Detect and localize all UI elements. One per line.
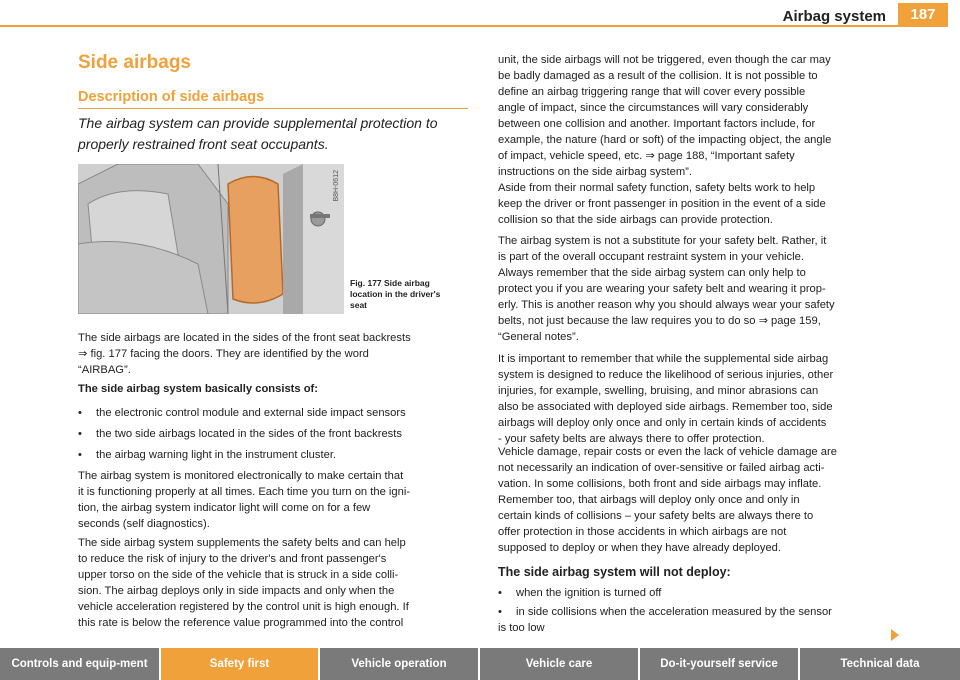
- text-line: “AIRBAG”.: [78, 364, 131, 376]
- text-line: system is designed to reduce the likelihood of serious injuries, other: [498, 369, 834, 381]
- tab-label: Do-it-yourself service: [660, 657, 778, 670]
- section-subtitle: Description of side airbags: [78, 89, 265, 105]
- list-item: • when the ignition is turned off: [498, 587, 662, 599]
- caption-line: seat: [350, 300, 368, 310]
- caption-line: Fig. 177 Side airbag: [350, 278, 430, 288]
- list-item-text: in side collisions when the acceleration measured by the sensor: [516, 606, 832, 618]
- text-line: it is functioning properly at all times. Each time you turn on the igni-: [78, 486, 411, 498]
- right-paragraph-3: [498, 233, 835, 345]
- text-line: injuries, for example, swelling, bruising, and minor abrasions can: [498, 385, 819, 397]
- left-paragraph-3: [78, 535, 409, 631]
- list-item-text: when the ignition is turned off: [516, 587, 662, 599]
- text-line: between one collision and another. Important factors include, for: [498, 118, 816, 130]
- right-paragraph-2: [498, 180, 826, 228]
- figure-caption: [350, 278, 460, 311]
- page-number: 187: [898, 3, 948, 27]
- text-line: upper torso on the side of the vehicle that is struck in a side colli-: [78, 569, 399, 581]
- text-line: not necessarily an indication of over-sensitive or failed airbag acti-: [498, 462, 825, 474]
- subheading-will-not-deploy: The side airbag system will not deploy:: [498, 565, 731, 579]
- text-line: offer protection in those accidents in which airbags are not: [498, 526, 787, 538]
- text-line: Remember too, that airbags will deploy only once and only in: [498, 494, 800, 506]
- text-line: keep the driver or front passenger in position in the event of a side: [498, 198, 826, 210]
- list-item-text: the two side airbags located in the sides of the front backrests: [96, 428, 402, 440]
- text-line: The side airbags are located in the sides of the front seat backrests: [78, 332, 411, 344]
- subtitle-rule: [78, 108, 468, 109]
- list-item: • the airbag warning light in the instrument cluster.: [78, 449, 337, 461]
- text-line: vehicle acceleration registered by the control unit is high enough. If: [78, 601, 409, 613]
- text-line: “General notes”.: [498, 331, 579, 343]
- tab-label: Controls and equip-ment: [11, 657, 148, 670]
- text-line: protect you if you are wearing your safety belt and wearing it prop-: [498, 283, 826, 295]
- text-line: is part of the overall occupant restraint system in your vehicle.: [498, 251, 804, 263]
- figure-code: B8H-0612: [333, 170, 340, 202]
- text-line: certain kinds of collisions – your safety belts are always there to: [498, 510, 814, 522]
- text-line: vation. In some collisions, both front and side airbags may inflate.: [498, 478, 822, 490]
- footer-nav: [0, 648, 960, 680]
- right-paragraph-1: [498, 52, 831, 180]
- tab-label: Safety first: [209, 657, 270, 670]
- text-line: erly. This is another reason why you should always wear your safety: [498, 299, 835, 311]
- seat-airbag-figure: [78, 164, 344, 314]
- list-item: • in side collisions when the acceleration measured by the sensor: [498, 606, 832, 618]
- list-heading: The side airbag system basically consists of:: [78, 383, 319, 395]
- text-line: Always remember that the side airbag system can only help to: [498, 267, 806, 279]
- left-paragraph-2: [78, 468, 410, 532]
- text-line: Vehicle damage, repair costs or even the lack of vehicle damage are: [498, 446, 837, 458]
- header-rule: [0, 25, 913, 27]
- text-line: Aside from their normal safety function, safety belts work to help: [498, 182, 816, 194]
- text-line: angle of impact, since the circumstances will vary considerably: [498, 102, 809, 114]
- text-line: The side airbag system supplements the safety belts and can help: [78, 537, 406, 549]
- text-line: define an airbag triggering range that will cover every possible: [498, 86, 806, 98]
- list-item: • the two side airbags located in the sides of the front backrests: [78, 428, 402, 440]
- text-line: instructions on the side airbag system”.: [498, 166, 693, 178]
- page-reference-link[interactable]: belts, not just because the law requires you to do so ⇒ page 159,: [498, 315, 821, 327]
- list-item-text: the airbag warning light in the instrument cluster.: [96, 449, 337, 461]
- right-paragraph-5: [498, 444, 837, 556]
- list-item: • the electronic control module and external side impact sensors: [78, 407, 406, 419]
- text-line: It is important to remember that while the supplemental side airbag: [498, 353, 829, 365]
- left-paragraph-1: [78, 330, 411, 378]
- tab-controls-and-equipment[interactable]: [0, 648, 161, 680]
- tab-label: Vehicle care: [525, 657, 593, 670]
- lead-paragraph: The airbag system can provide supplemental protection to properly restrained front seat occupants.: [78, 115, 438, 152]
- tab-vehicle-operation[interactable]: [320, 648, 480, 680]
- tab-label: Technical data: [840, 657, 920, 670]
- text-line: sion. The airbag deploys only in side impacts and only when the: [78, 585, 395, 597]
- list-item-text: the electronic control module and external side impact sensors: [96, 407, 406, 419]
- tab-label: Vehicle operation: [351, 657, 447, 670]
- seat-illustration: [78, 164, 344, 314]
- right-paragraph-4: [498, 351, 833, 447]
- page-reference-link[interactable]: of impact, vehicle speed, etc. ⇒ page 188, “Important safety: [498, 150, 795, 162]
- tab-technical-data[interactable]: [800, 648, 960, 680]
- list-item-continuation: is too low: [498, 622, 545, 634]
- text-line: seconds (self diagnostics).: [78, 518, 210, 530]
- text-line: to reduce the risk of injury to the driver's and front passenger's: [78, 553, 387, 565]
- text-line: - your safety belts are always there to offer protection.: [498, 433, 765, 445]
- tab-do-it-yourself-service[interactable]: [640, 648, 800, 680]
- text-line: The airbag system is monitored electronically to make certain that: [78, 470, 404, 482]
- text-line: unit, the side airbags will not be triggered, even though the car may: [498, 54, 831, 66]
- figure-reference-link[interactable]: ⇒ fig. 177 facing the doors. They are identified by the word: [78, 348, 369, 360]
- text-line: airbags will deploy only once and only in certain kinds of accidents: [498, 417, 827, 429]
- tab-vehicle-care[interactable]: [480, 648, 640, 680]
- text-line: also be associated with deployed side airbags. Remember too, side: [498, 401, 833, 413]
- running-header-title: Airbag system: [782, 8, 886, 25]
- airbag-shape: [228, 177, 283, 304]
- text-line: this rate is below the reference value programmed into the control: [78, 617, 404, 629]
- text-line: collision so that the side airbags can provide protection.: [498, 214, 773, 226]
- section-title: Side airbags: [78, 52, 191, 73]
- text-line: tion, the airbag system indicator light will come on for a few: [78, 502, 371, 514]
- caption-line: location in the driver's: [350, 289, 441, 299]
- text-line: supposed to deploy or when they have already deployed.: [498, 542, 781, 554]
- text-line: The airbag system is not a substitute for your safety belt. Rather, it: [498, 235, 827, 247]
- next-page-icon[interactable]: [891, 629, 899, 641]
- text-line: be badly damaged as a result of the collision. It is not possible to: [498, 70, 818, 82]
- text-line: example, the nature (hard or soft) of the impacting object, the angle: [498, 134, 832, 146]
- tab-safety-first[interactable]: [161, 648, 320, 680]
